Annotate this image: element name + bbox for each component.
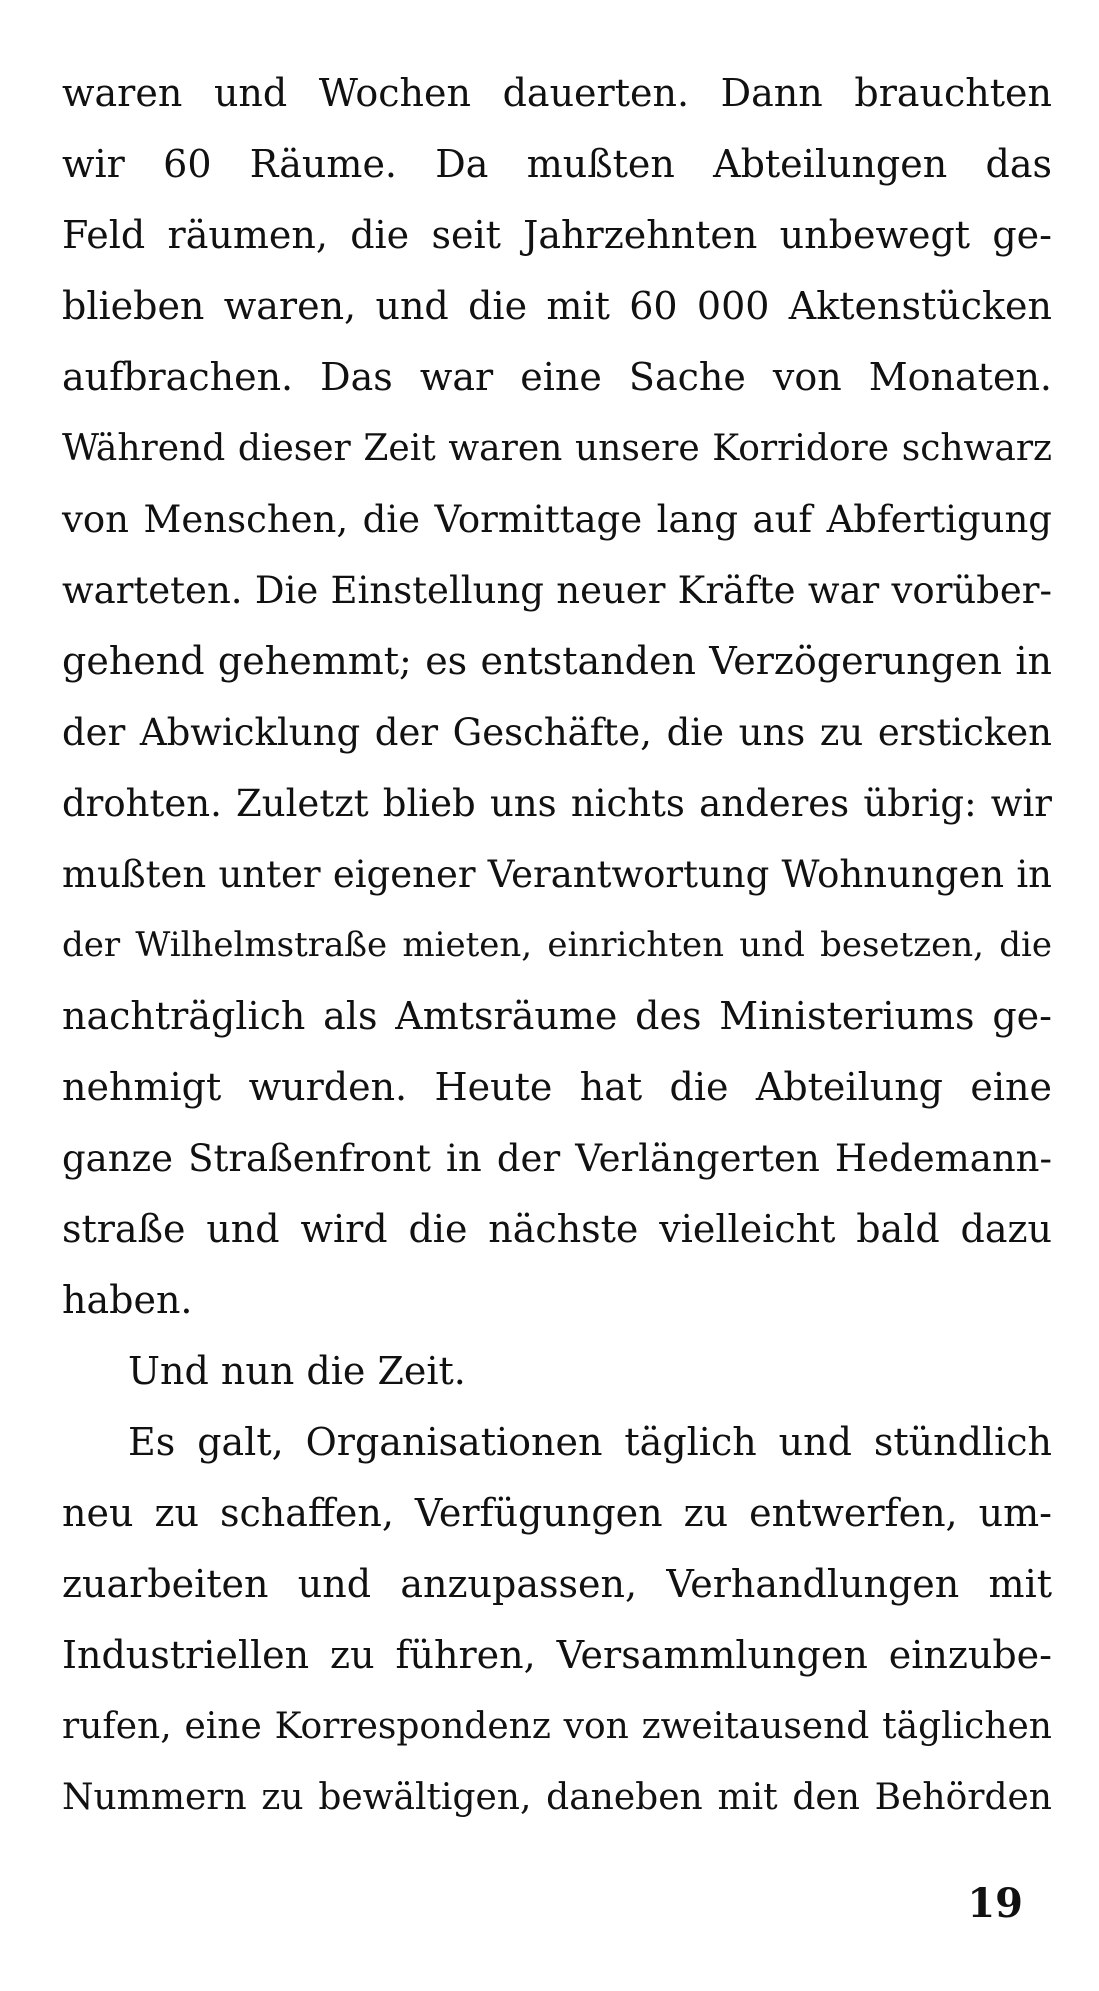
text-line-24: rufen, eine Korrespondenz von zweitausend täglichen <box>62 1706 1052 1747</box>
body-text <box>62 58 1052 1833</box>
text-line-11: drohten. Zuletzt blieb uns nichts anderes übrig: wir <box>62 782 1052 825</box>
text-line-5: aufbrachen. Das war eine Sache von Monaten. <box>62 355 1052 399</box>
text-line-10: der Abwicklung der Geschäfte, die uns zu ersticken <box>62 711 1052 754</box>
text-line-12: mußten unter eigener Verantwortung Wohnungen in <box>62 853 1052 896</box>
text-line-20: Es galt, Organisationen täglich und stündlich <box>128 1420 1052 1464</box>
text-line-3: Feld räumen, die seit Jahrzehnten unbewegt ge- <box>62 213 1052 257</box>
text-line-6: Während dieser Zeit waren unsere Korridore schwarz <box>62 428 1052 469</box>
text-line-13: der Wilhelmstraße mieten, einrichten und besetzen, die <box>62 925 1052 965</box>
text-line-4: blieben waren, und die mit 60 000 Aktenstücken <box>62 284 1052 328</box>
text-line-22: zuarbeiten und anzupassen, Verhandlungen mit <box>62 1562 1052 1606</box>
text-line-21: neu zu schaffen, Verfügungen zu entwerfen, um- <box>62 1491 1052 1535</box>
text-line-25: Nummern zu bewältigen, daneben mit den Behörden <box>62 1777 1052 1818</box>
text-line-17: straße und wird die nächste vielleicht bald dazu <box>62 1207 1052 1251</box>
text-line-9: gehend gehemmt; es entstanden Verzögerungen in <box>62 639 1052 683</box>
text-line-8: warteten. Die Einstellung neuer Kräfte war vorüber- <box>62 569 1052 612</box>
text-line-23: Industriellen zu führen, Versammlungen einzube- <box>62 1633 1052 1677</box>
text-line-18: haben. <box>62 1278 193 1322</box>
page-number: 19 <box>967 1880 1023 1927</box>
text-line-1: waren und Wochen dauerten. Dann brauchten <box>62 71 1052 115</box>
text-line-16: ganze Straßenfront in der Verlängerten Hedemann- <box>62 1137 1052 1180</box>
text-line-7: von Menschen, die Vormittage lang auf Abfertigung <box>62 498 1052 541</box>
text-line-19: Und nun die Zeit. <box>128 1349 466 1393</box>
text-line-2: wir 60 Räume. Da mußten Abteilungen das <box>62 142 1052 186</box>
text-line-15: nehmigt wurden. Heute hat die Abteilung eine <box>62 1065 1052 1109</box>
text-line-14: nachträglich als Amtsräume des Ministeriums ge- <box>62 994 1052 1038</box>
